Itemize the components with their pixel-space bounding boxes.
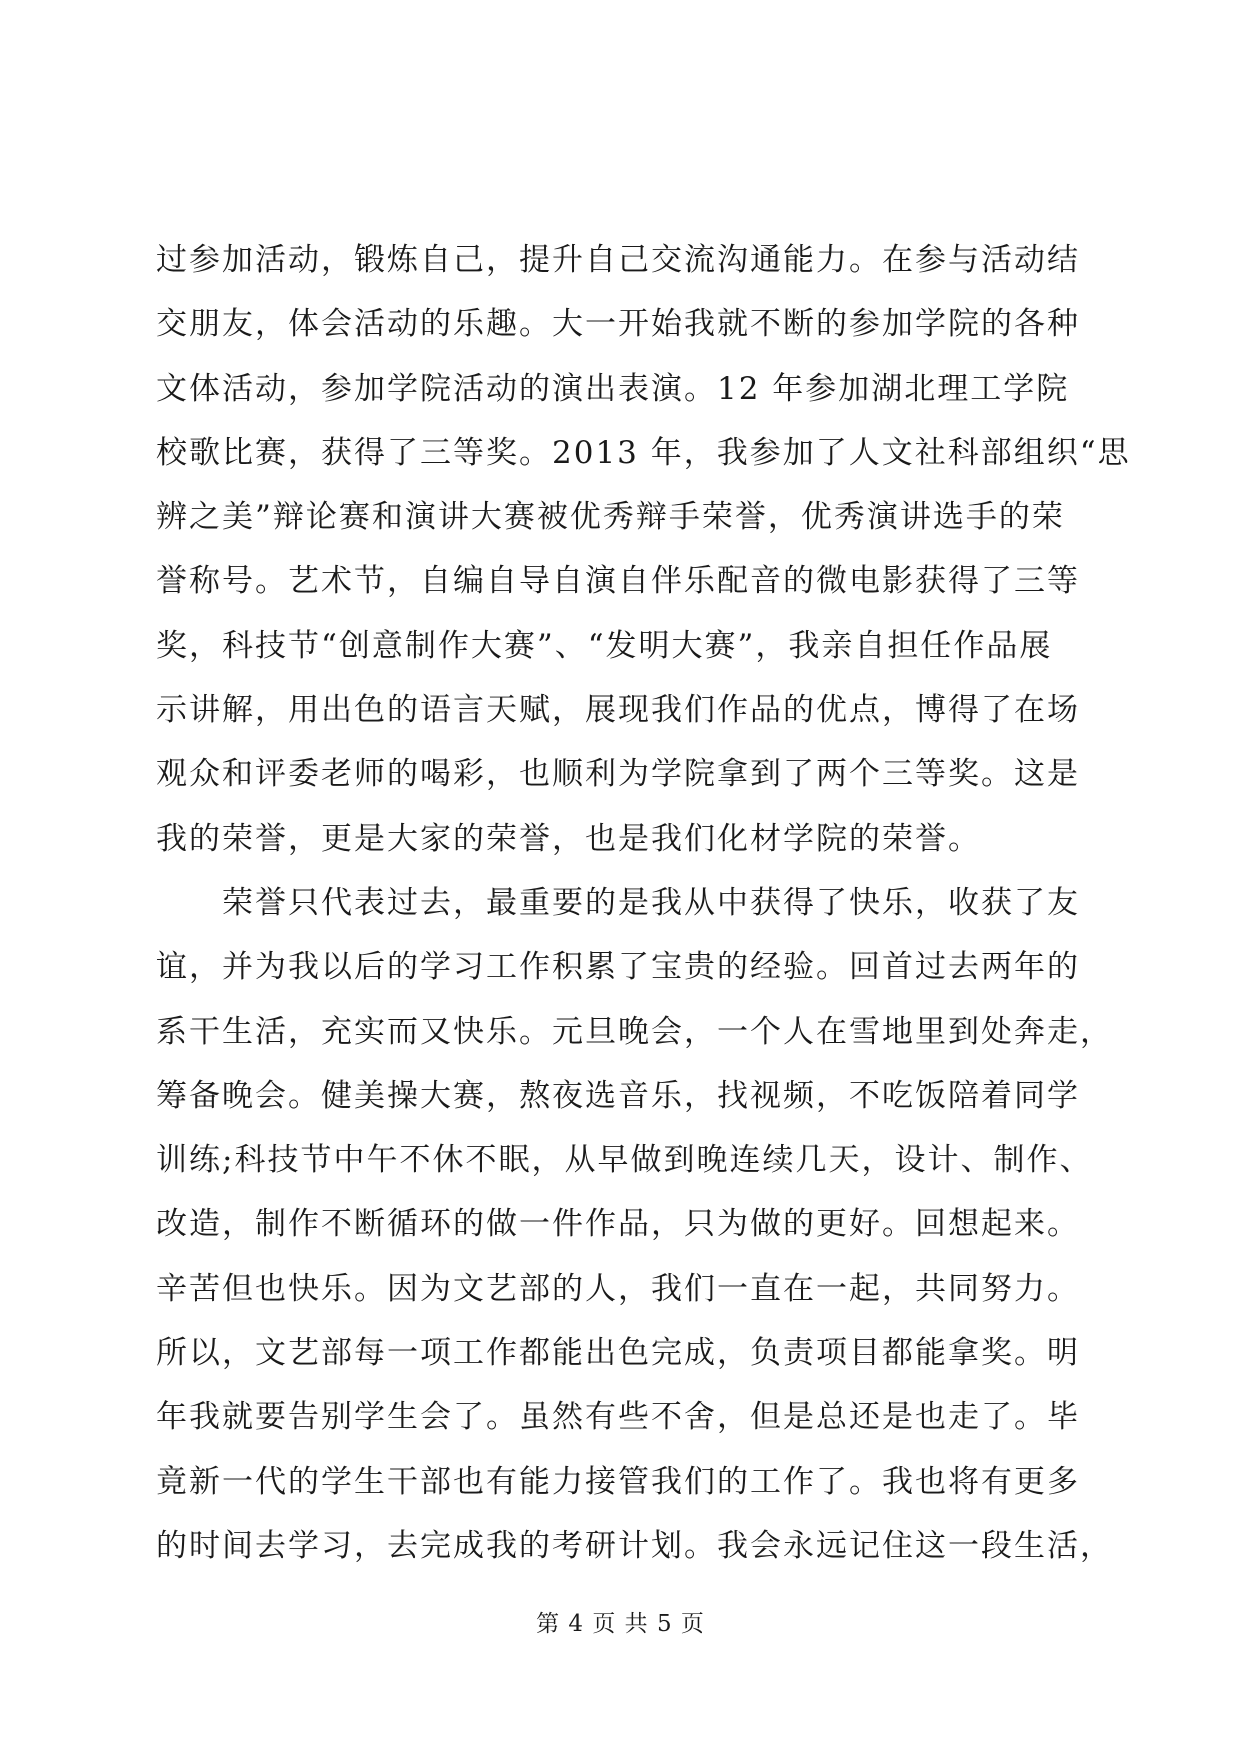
text-line-7: 奖，科技节“创意制作大赛”、“发明大赛”，我亲自担任作品展: [156, 627, 1053, 664]
body-text: [156, 228, 1131, 1578]
text-line-20: 竟新一代的学生干部也有能力接管我们的工作了。我也将有更多: [156, 1463, 1080, 1500]
text-line-12: 谊，并为我以后的学习工作积累了宝贵的经验。回首过去两年的: [156, 949, 1080, 986]
text-line-3: 文体活动，参加学院活动的演出表演。12 年参加湖北理工学院: [156, 370, 1070, 407]
text-line-10: 我的荣誉，更是大家的荣誉，也是我们化材学院的荣誉。: [156, 820, 981, 857]
page-number-footer: 第 4 页 共 5 页: [536, 1611, 705, 1637]
text-line-1: 过参加活动，锻炼自己，提升自己交流沟通能力。在参与活动结: [156, 242, 1080, 278]
text-line-13: 系干生活，充实而又快乐。元旦晚会，一个人在雪地里到处奔走，: [156, 1013, 1113, 1050]
text-line-14: 筹备晚会。健美操大赛，熬夜选音乐，找视频，不吃饭陪着同学: [156, 1077, 1080, 1114]
text-line-21: 的时间去学习，去完成我的考研计划。我会永远记住这一段生活，: [156, 1527, 1113, 1564]
text-line-19: 年我就要告别学生会了。虽然有些不舍，但是总还是也走了。毕: [156, 1399, 1080, 1436]
text-line-5: 辨之美”辩论赛和演讲大赛被优秀辩手荣誉，优秀演讲选手的荣: [156, 499, 1065, 536]
text-line-8: 示讲解，用出色的语言天赋，展现我们作品的优点，博得了在场: [156, 692, 1080, 729]
text-line-18: 所以，文艺部每一项工作都能出色完成，负责项目都能拿奖。明: [156, 1335, 1080, 1372]
text-line-11: 荣誉只代表过去，最重要的是我从中获得了快乐，收获了友: [156, 884, 1080, 921]
text-line-4: 校歌比赛，获得了三等奖。2013 年，我参加了人文社科部组织“思: [156, 434, 1131, 471]
text-line-2: 交朋友，体会活动的乐趣。大一开始我就不断的参加学院的各种: [156, 306, 1080, 343]
text-line-16: 改造，制作不断循环的做一件作品，只为做的更好。回想起来。: [156, 1206, 1080, 1243]
text-line-9: 观众和评委老师的喝彩，也顺利为学院拿到了两个三等奖。这是: [156, 756, 1080, 793]
text-line-17: 辛苦但也快乐。因为文艺部的人，我们一直在一起，共同努力。: [156, 1270, 1080, 1307]
text-line-15: 训练;科技节中午不休不眠，从早做到晚连续几天，设计、制作、: [156, 1142, 1093, 1179]
text-line-6: 誉称号。艺术节，自编自导自演自伴乐配音的微电影获得了三等: [156, 563, 1080, 600]
